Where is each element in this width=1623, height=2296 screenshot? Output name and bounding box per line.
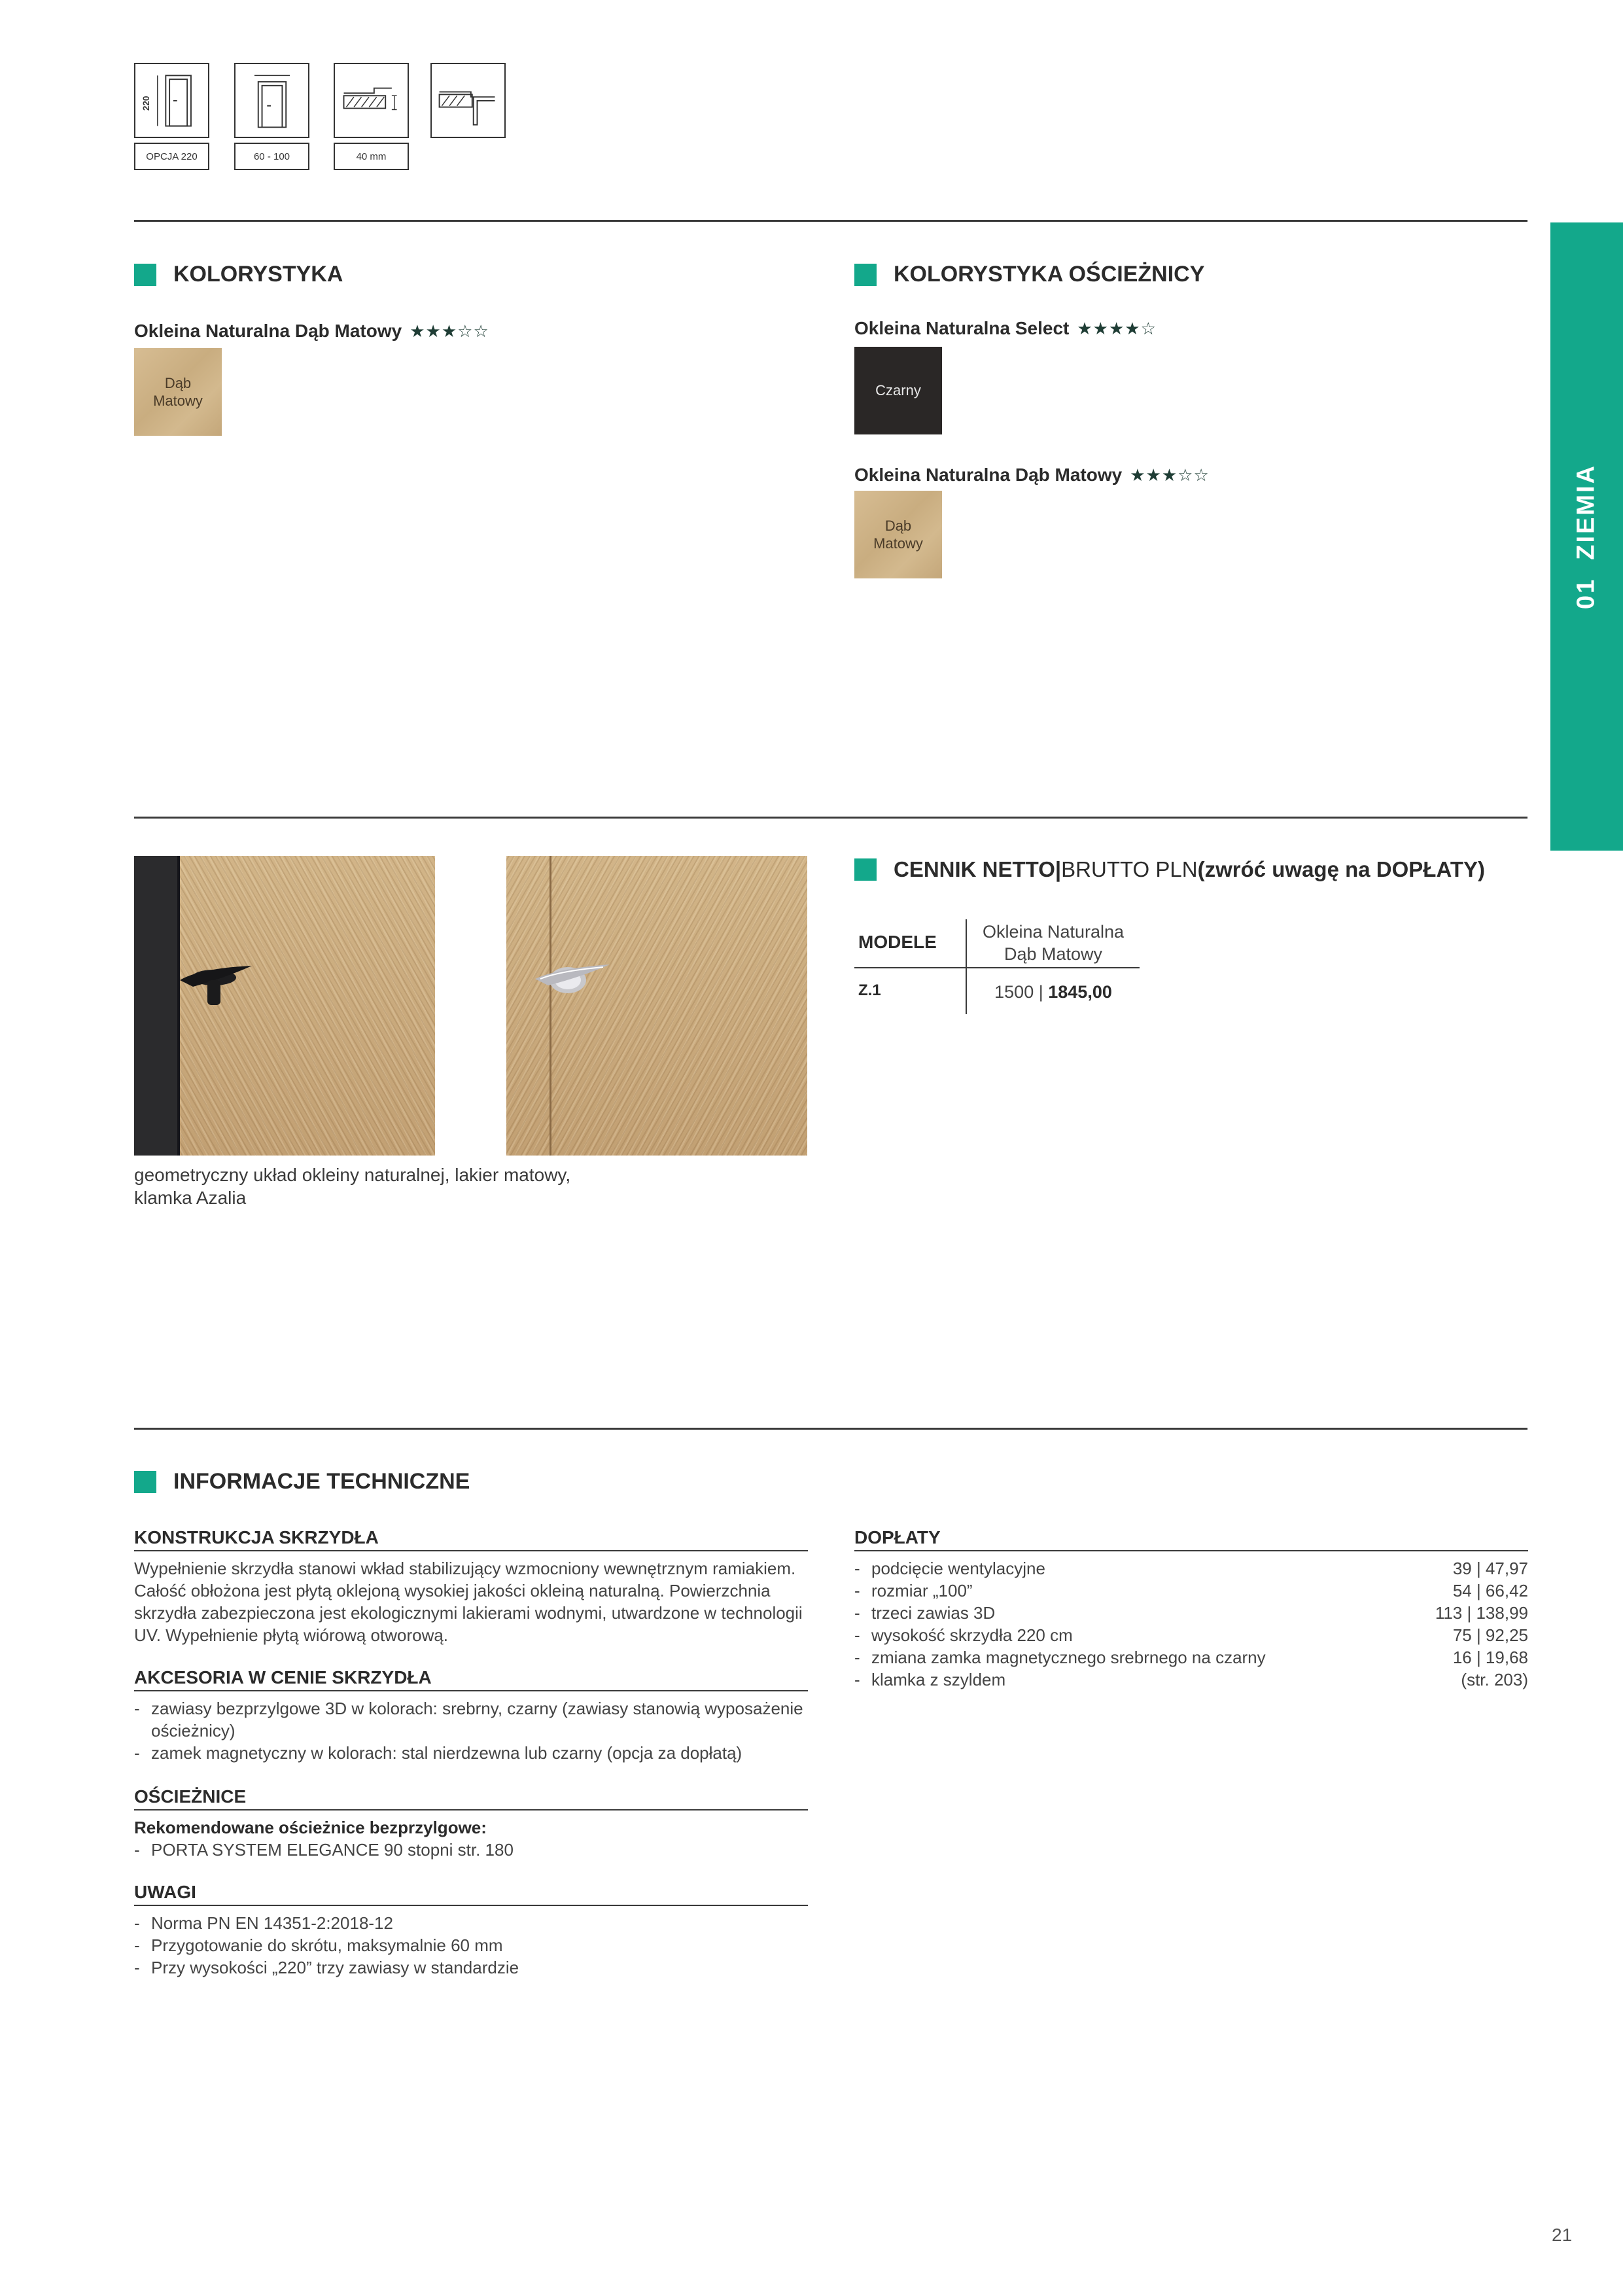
list-item: - PORTA SYSTEM ELEGANCE 90 stopni str. 180	[134, 1840, 514, 1860]
cennik-heading: CENNIK NETTO | BRUTTO PLN (zwróć uwagę na DOPŁATY)	[854, 857, 1485, 882]
rule	[134, 1905, 808, 1906]
akcesoria-list	[134, 1697, 808, 1764]
rating-stars: ★★★★☆	[1077, 319, 1157, 338]
divider	[134, 220, 1527, 222]
oscieznice-subheading: Rekomendowane ościeżnice bezprzylgowe:	[134, 1818, 487, 1837]
price-table-hline	[854, 967, 1140, 968]
list-item: - Przy wysokości „220” trzy zawiasy w standardzie	[134, 1958, 519, 1977]
swatch-czarny[interactable]: Czarny	[854, 347, 942, 434]
kolorystyka-heading: KOLORYSTYKA	[134, 262, 343, 287]
divider	[134, 817, 1527, 819]
kolorystyka-variant: Okleina Naturalna Dąb Matowy ★★★☆☆	[134, 321, 489, 341]
surcharge-row: - rozmiar „100” 54 | 66,42	[854, 1581, 1528, 1600]
swatch-dab-matowy[interactable]: Dąb Matowy	[134, 348, 222, 436]
price-row-value: 1500 | 1845,00	[994, 982, 1112, 1002]
category-side-label: 01 ZIEMIA	[1572, 463, 1600, 610]
surcharge-row: - zmiana zamka magnetycznego srebrnego na czarny 16 | 19,68	[854, 1648, 1528, 1667]
doplaty-list	[854, 1557, 1528, 1691]
surcharge-row: - podcięcie wentylacyjne 39 | 47,97	[854, 1559, 1528, 1578]
tech-info-heading: INFORMACJE TECHNICZNE	[134, 1469, 470, 1494]
handle-black	[173, 954, 254, 1006]
uwagi-heading: UWAGI	[134, 1882, 196, 1902]
height-label: OPCJA 220	[134, 143, 209, 170]
frame-variant-dab: Okleina Naturalna Dąb Matowy ★★★☆☆	[854, 465, 1210, 485]
height-icon-text: 220	[141, 96, 152, 111]
list-item: - zawiasy bezprzylgowe 3D w kolorach: srebrny, czarny (zawiasy stanowią wyposażenie ościeżnicy)	[134, 1699, 803, 1740]
frame-variant-select: Okleina Naturalna Select ★★★★☆	[854, 318, 1157, 338]
oscieznice-heading: OŚCIEŻNICE	[134, 1786, 247, 1807]
akcesoria-heading: AKCESORIA W CENIE SKRZYDŁA	[134, 1667, 432, 1687]
rule	[134, 1690, 808, 1691]
door-height-icon	[134, 63, 209, 138]
surcharge-row: - klamka z szyldem (str. 203)	[854, 1670, 1528, 1689]
rating-stars: ★★★☆☆	[410, 321, 489, 341]
rule	[134, 1550, 808, 1551]
list-item: - Przygotowanie do skrótu, maksymalnie 60 mm	[134, 1935, 503, 1955]
list-item: - Norma PN EN 14351-2:2018-12	[134, 1913, 393, 1933]
section-marker	[134, 1471, 156, 1493]
divider	[134, 1428, 1527, 1430]
rule	[134, 1809, 808, 1810]
price-col-models: MODELE	[858, 932, 937, 952]
swatch-frame-dab-matowy[interactable]: Dąb Matowy	[854, 491, 942, 578]
konstrukcja-text: Wypełnienie skrzydła stanowi wkład stabilizujący wzmocniony wewnętrznym ramiakiem. Całość obłożona jest płytą oklejoną wysokiej jakości okleiną naturalną. Powierzchnia skrzydła zabezpieczona jest ekologicznymi lakierami wodnymi, utwardzone w technologii UV. Wypełnienie płytą wiórową otworową.	[134, 1559, 803, 1645]
door-photo-black-handle	[134, 856, 435, 1156]
doplaty-heading: DOPŁATY	[854, 1527, 941, 1547]
kolorystyka-oscieznicy-heading: KOLORYSTYKA OŚCIEŻNICY	[854, 262, 1204, 287]
door-photo-chrome-handle	[506, 856, 807, 1156]
price-row-model: Z.1	[858, 981, 881, 999]
price-col-finish: Okleina Naturalna Dąb Matowy	[982, 922, 1125, 964]
door-thickness-icon	[334, 63, 409, 138]
uwagi-list	[134, 1912, 808, 1979]
frame-profile-icon	[430, 63, 506, 138]
handle-chrome	[531, 954, 612, 1006]
surcharge-row: - trzeci zawias 3D 113 | 138,99	[854, 1603, 1528, 1623]
width-label: 60 - 100	[234, 143, 309, 170]
thickness-label: 40 mm	[334, 143, 409, 170]
photo-caption: geometryczny układ okleiny naturalnej, lakier matowy, klamka Azalia	[134, 1165, 571, 1208]
door-width-icon	[234, 63, 309, 138]
rule	[854, 1550, 1528, 1551]
page-number: 21	[1552, 2225, 1573, 2245]
rating-stars: ★★★☆☆	[1130, 465, 1210, 485]
section-marker	[854, 264, 877, 286]
surcharge-row: - wysokość skrzydła 220 cm 75 | 92,25	[854, 1625, 1528, 1645]
section-marker	[134, 264, 156, 286]
list-item: - zamek magnetyczny w kolorach: stal nierdzewna lub czarny (opcja za dopłatą)	[134, 1743, 742, 1763]
konstrukcja-heading: KONSTRUKCJA SKRZYDŁA	[134, 1527, 379, 1547]
section-marker	[854, 858, 877, 881]
oscieznice-list	[134, 1816, 808, 1861]
